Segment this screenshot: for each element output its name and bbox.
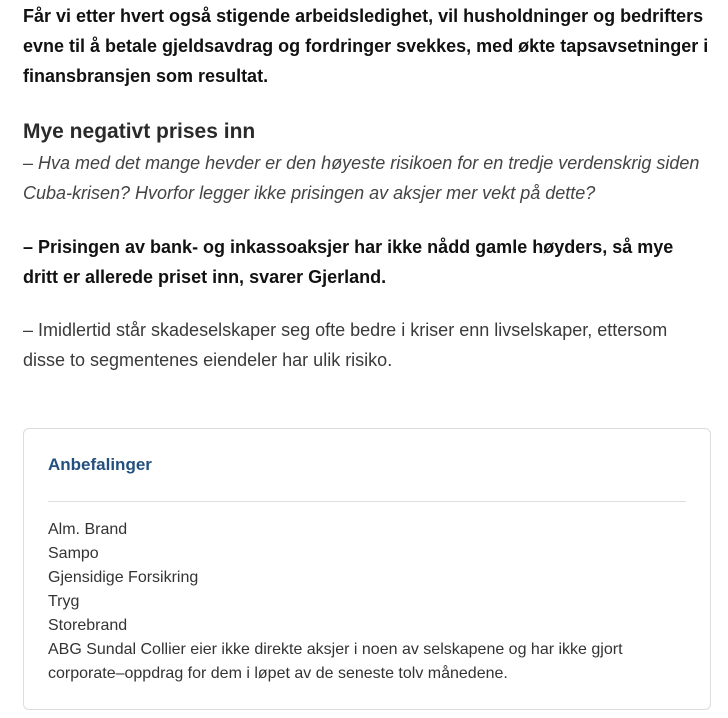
- interview-answer: – Prisingen av bank- og inkassoaksjer har ikke nådd gamle høyders, så mye dritt er allerede priset inn, svarer Gjerland.: [23, 237, 674, 287]
- recommendation-item: Sampo: [48, 545, 99, 562]
- recommendation-item: Tryg: [48, 593, 80, 610]
- section-subheading: Mye negativt prises inn: [23, 120, 256, 143]
- recommendation-item: Gjensidige Forsikring: [48, 569, 199, 586]
- recommendations-disclaimer: ABG Sundal Collier eier ikke direkte aksjer i noen av selskapene og har ikke gjort corporate–oppdrag for dem i løpet av de seneste tolv månedene.: [48, 641, 623, 682]
- followup-paragraph: – Imidlertid står skadeselskaper seg ofte bedre i kriser enn livselskaper, ettersom disse to segmentenes eiendeler har ulik risiko.: [23, 320, 668, 370]
- interview-question: – Hva med det mange hevder er den høyeste risikoen for en tredje verdenskrig siden Cuba-krisen? Hvorfor legger ikke prisingen av aksjer mer vekt på dette?: [23, 153, 700, 203]
- recommendation-item: Storebrand: [48, 617, 128, 634]
- recommendations-list: [48, 518, 690, 638]
- article-body: [0, 1, 728, 375]
- intro-paragraph: Får vi etter hvert også stigende arbeidsledighet, vil husholdninger og bedrifters evne til å betale gjeldsavdrag og fordringer svekkes, med økte tapsavsetninger i finansbransjen som resultat.: [23, 6, 709, 86]
- recommendations-box: [23, 428, 711, 710]
- recommendation-item: Alm. Brand: [48, 521, 128, 538]
- recommendations-title: Anbefalinger: [48, 455, 152, 474]
- recommendations-divider: [48, 501, 686, 502]
